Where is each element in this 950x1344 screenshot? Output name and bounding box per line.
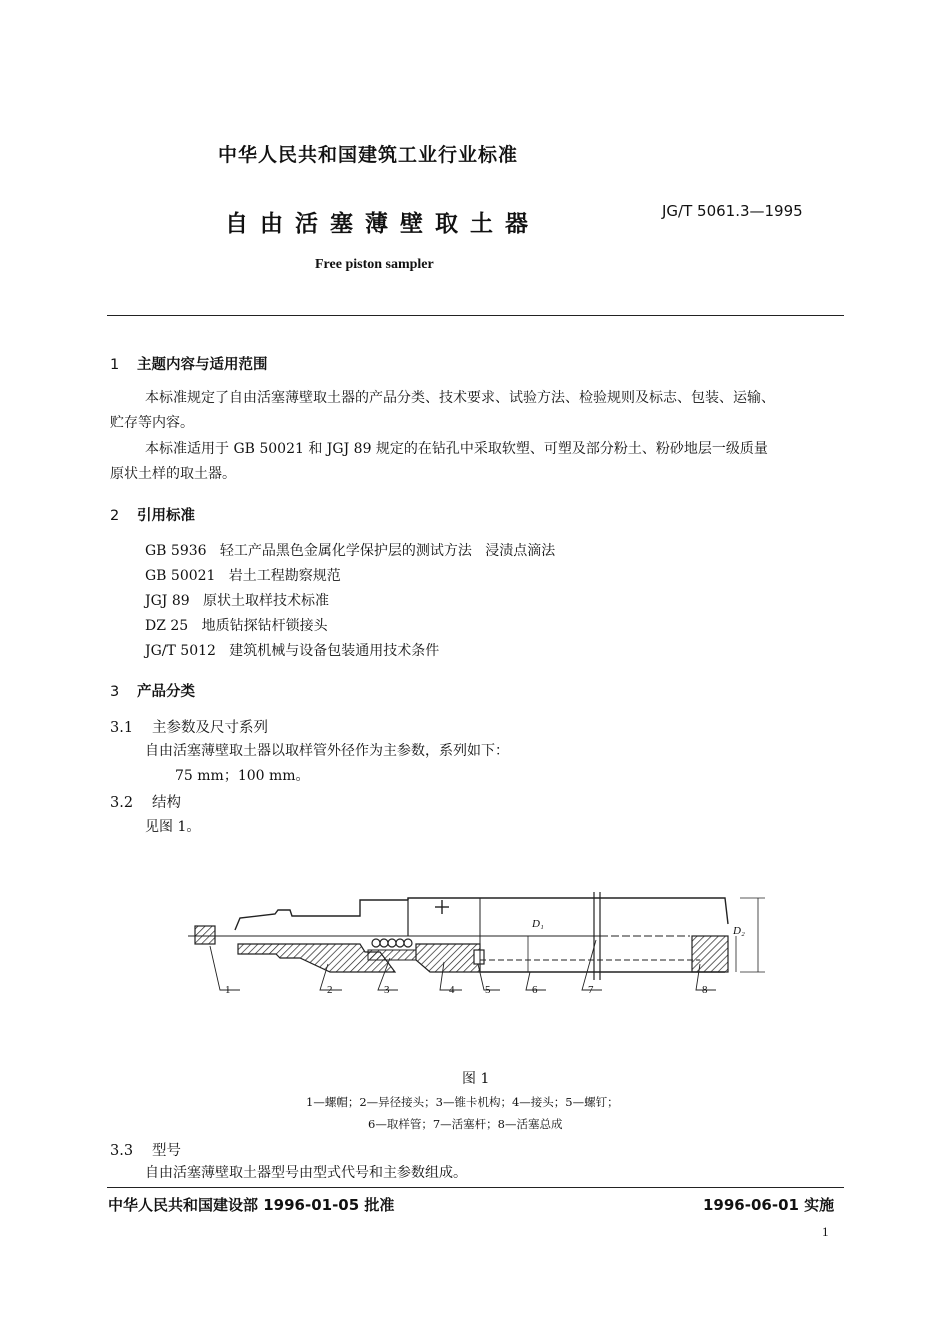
reference-item: GB 50021 岩土工程勘察规范 (145, 568, 341, 584)
paragraph-line: 原状土样的取土器。 (110, 466, 236, 482)
dimension-d2: D₂ (733, 925, 745, 937)
parameter-values: 75 mm；100 mm。 (175, 768, 310, 784)
footer-rule (107, 1187, 844, 1188)
paragraph-line: 自由活塞薄壁取土器型号由型式代号和主参数组成。 (145, 1165, 467, 1181)
figure-legend-line: 1—螺帽；2—异径接头；3—锥卡机构；4—接头；5—螺钉； (306, 1095, 619, 1109)
section-title: 产品分类 (137, 684, 195, 700)
callout-3: 3 (384, 984, 390, 996)
section-number: 1 (110, 357, 120, 373)
paragraph-line: 贮存等内容。 (110, 415, 194, 431)
clamp-block (368, 950, 416, 960)
subsection-number: 3.2 (110, 795, 134, 811)
callout-1: 1 (225, 984, 231, 996)
center-mark (435, 900, 449, 914)
subsection-3-1-heading (110, 716, 268, 737)
subsection-3-3-heading (110, 1139, 181, 1160)
english-title: Free piston sampler (315, 257, 434, 272)
nut-part (195, 926, 215, 944)
paragraph-line: 见图 1。 (145, 819, 201, 835)
callout-5: 5 (485, 984, 491, 996)
subsection-number: 3.1 (110, 720, 134, 736)
reducer-outline (235, 900, 408, 930)
callout-8: 8 (702, 984, 708, 996)
header-rule (107, 315, 844, 316)
page-number: 1 (822, 1224, 829, 1239)
paragraph-line: 本标准规定了自由活塞薄壁取土器的产品分类、技术要求、试验方法、检验规则及标志、包装、运输、 (145, 390, 775, 406)
subsection-title: 型号 (152, 1143, 181, 1159)
section-number: 2 (110, 508, 120, 524)
document-title: 自由活塞薄壁取土器 (225, 211, 540, 237)
standard-code: JG/T 5061.3—1995 (662, 202, 803, 220)
section-number: 3 (110, 684, 120, 700)
subsection-number: 3.3 (110, 1143, 134, 1159)
reference-item: DZ 25 地质钻探钻杆锁接头 (145, 618, 328, 634)
callout-4: 4 (449, 984, 455, 996)
reference-item: JG/T 5012 建筑机械与设备包装通用技术条件 (145, 643, 440, 659)
piston-assembly (692, 936, 728, 972)
body-outline-top (408, 898, 728, 924)
callout-2: 2 (327, 984, 333, 996)
section-1-heading (110, 353, 268, 374)
section-title: 主题内容与适用范围 (137, 357, 268, 373)
reference-item: GB 5936 轻工产品黑色金属化学保护层的测试方法 浸渍点滴法 (145, 543, 556, 559)
figure-legend-line: 6—取样管；7—活塞杆；8—活塞总成 (368, 1117, 563, 1131)
dimension-d1: D₁ (532, 918, 544, 930)
subsection-3-2-heading (110, 791, 181, 812)
section-3-heading (110, 680, 195, 701)
screw-part (474, 950, 484, 964)
sampler-drawing (180, 880, 780, 1010)
spring-mechanism (372, 939, 412, 947)
reference-item: JGJ 89 原状土取样技术标准 (145, 593, 330, 609)
subsection-title: 主参数及尺寸系列 (152, 720, 268, 736)
org-title: 中华人民共和国建筑工业行业标准 (218, 144, 519, 166)
joint-section (416, 944, 480, 972)
figure-caption: 图 1 (462, 1071, 490, 1087)
subsection-title: 结构 (152, 795, 181, 811)
callout-6: 6 (532, 984, 538, 996)
paragraph-line: 本标准适用于 GB 50021 和 JGJ 89 规定的在钻孔中采取软塑、可塑及部分粉土、粉砂地层一级质量 (145, 441, 768, 457)
section-2-heading (110, 504, 195, 525)
section-title: 引用标准 (137, 508, 195, 524)
callout-7: 7 (588, 984, 594, 996)
paragraph-line: 自由活塞薄壁取土器以取样管外径作为主参数，系列如下： (145, 743, 509, 759)
approval-date: 中华人民共和国建设部 1996-01-05 批准 (108, 1196, 395, 1214)
effective-date: 1996-06-01 实施 (703, 1196, 835, 1214)
